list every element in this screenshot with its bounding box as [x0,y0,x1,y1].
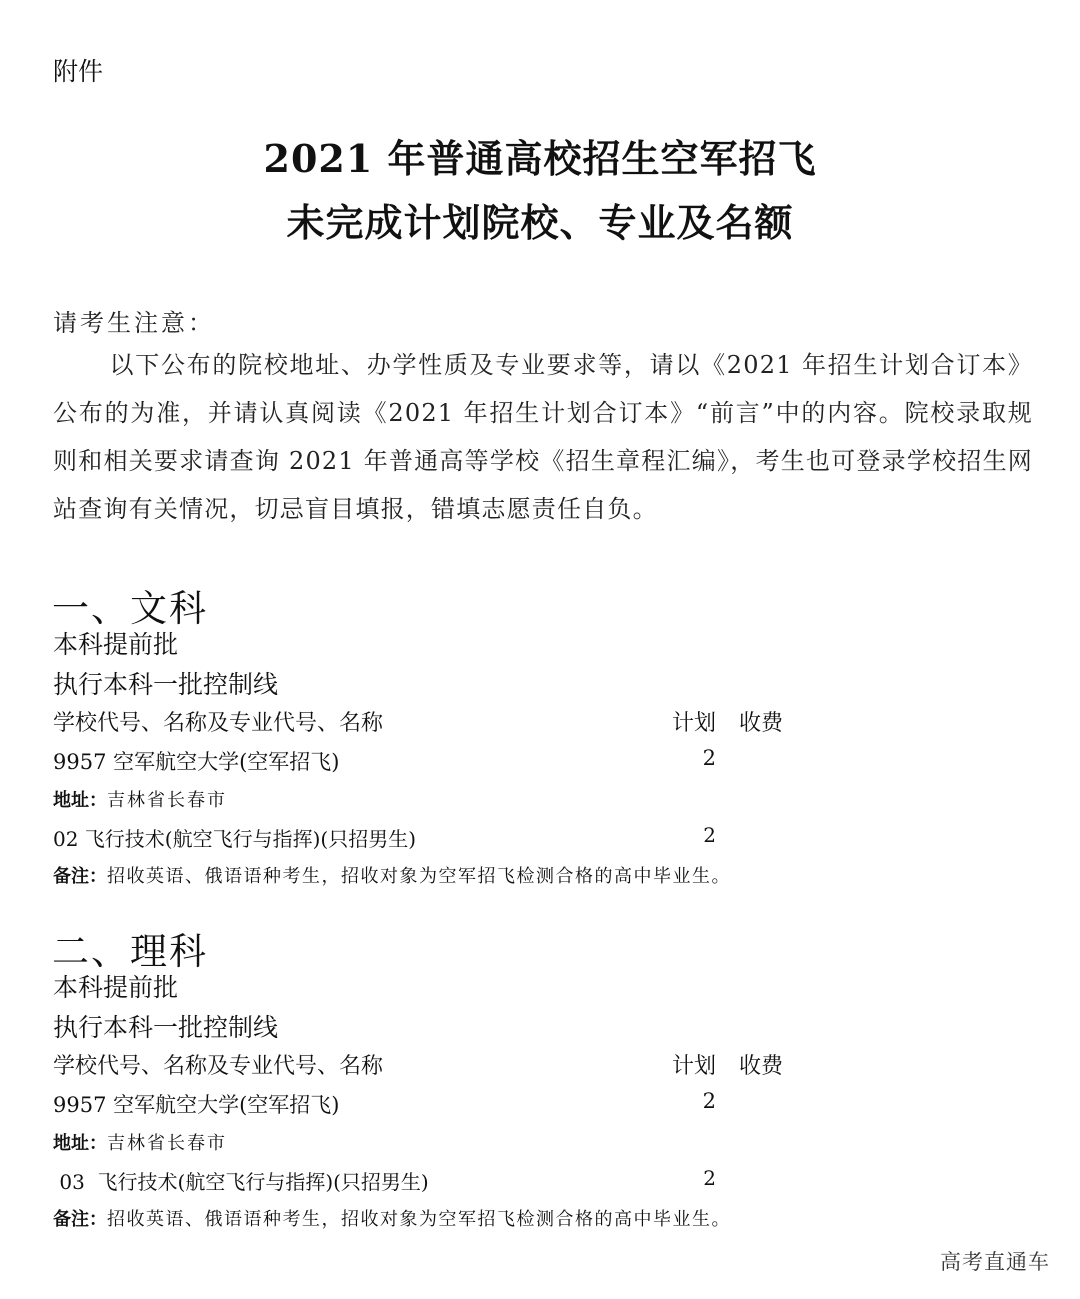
school-name: 9957 空军航空大学(空军招飞) [53,750,340,774]
header-plan: 计划 [671,711,716,736]
notice-body [53,341,1033,533]
notice-text: 以下公布的院校地址、办学性质及专业要求等，请以《2021 年招生计划合订本》公布的为准，并请认真阅读《2021 年招生计划合订本》“前言”中的内容。院校录取规则和相关要求请查询 2021 年普通高等学校《招生章程汇编》，考生也可登录学校招生网站查询有关情况，切忌盲目填报，错填志愿责任自负。 [53,351,1033,523]
major-row [53,823,1080,851]
school-plan: 2 [702,746,716,770]
major-plan: 2 [703,1166,716,1190]
attachment-label: 附件 [53,57,104,86]
remark-value: 招收英语、俄语语种考生，招收对象为空军招飞检测合格的高中毕业生。 [107,1209,731,1230]
header-fee: 收费 [739,711,784,736]
batch-label: 本科提前批 [53,630,179,659]
remark-row [53,1205,1080,1233]
batch-label: 本科提前批 [53,973,179,1002]
major-name: 02 飞行技术(航空飞行与指挥)(只招男生) [53,827,417,851]
header-fee: 收费 [739,1054,784,1079]
address-value: 吉林省长春市 [107,1133,227,1154]
header-name: 学校代号、名称及专业代号、名称 [53,711,384,736]
school-row [53,746,1080,774]
address-label: 地址： [53,790,107,811]
major-name: 03 飞行技术(航空飞行与指挥)(只招男生) [53,1170,429,1194]
major-row [53,1166,1080,1194]
address-row [53,1129,1080,1157]
notice-label: 请考生注意： [53,309,215,337]
remark-row [53,862,1080,890]
remark-label: 备注： [53,866,107,887]
major-plan: 2 [703,823,716,847]
remark-value: 招收英语、俄语语种考生，招收对象为空军招飞检测合格的高中毕业生。 [107,866,731,887]
control-line-label: 执行本科一批控制线 [53,670,279,699]
remark-label: 备注： [53,1209,107,1230]
section-heading-science: 二、理科 [52,930,208,973]
address-label: 地址： [53,1133,107,1154]
source-watermark: 高考直通车 [940,1250,1050,1274]
header-name: 学校代号、名称及专业代号、名称 [53,1054,384,1079]
page-title-line-1: 2021 年普通高校招生空军招飞 [263,136,817,181]
address-row [53,786,1080,814]
school-plan: 2 [702,1089,716,1113]
header-plan: 计划 [671,1054,716,1079]
page-title-line-2: 未完成计划院校、专业及名额 [286,200,794,245]
table-header [53,706,1080,734]
control-line-label: 执行本科一批控制线 [53,1013,279,1042]
table-header [53,1049,1080,1077]
section-heading-arts: 一、文科 [52,587,208,630]
address-value: 吉林省长春市 [107,790,227,811]
school-name: 9957 空军航空大学(空军招飞) [53,1093,340,1117]
school-row [53,1089,1080,1117]
